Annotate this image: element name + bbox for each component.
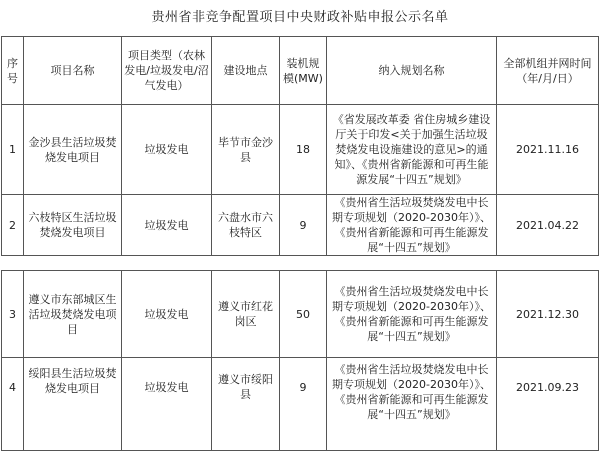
- cell-capacity: 18: [280, 105, 327, 195]
- header-type: 项目类型（农林发电/垃圾发电/沼气发电）: [122, 37, 212, 105]
- cell-capacity: 50: [280, 271, 327, 358]
- cell-location: 毕节市金沙县: [212, 105, 280, 195]
- document-title: 贵州省非竞争配置项目中央财政补贴申报公示名单: [151, 10, 449, 25]
- cell-index: 1: [2, 105, 24, 195]
- cell-index: 2: [2, 195, 24, 256]
- cell-plan: 《省发展改革委 省住房城乡建设厅关于印发<关于加强生活垃圾焚烧发电设施建设的意见>的通知》、《贵州省新能源和可再生能源发展“十四五”规划》: [327, 105, 497, 195]
- cell-capacity: 9: [280, 195, 327, 256]
- table-row: [2, 105, 599, 195]
- header-capacity: 装机规模(MW): [280, 37, 327, 105]
- gap-cell: [2, 256, 599, 271]
- cell-date: 2021.09.23: [497, 358, 599, 451]
- cell-type: 垃圾发电: [122, 271, 212, 358]
- cell-name: 金沙县生活垃圾焚烧发电项目: [24, 105, 122, 195]
- header-name: 项目名称: [24, 37, 122, 105]
- cell-index: 3: [2, 271, 24, 358]
- cell-name: 绥阳县生活垃圾焚烧发电项目: [24, 358, 122, 451]
- row-divider-gap: [2, 256, 599, 271]
- cell-location: 遵义市红花岗区: [212, 271, 280, 358]
- cell-name: 遵义市东部城区生活垃圾焚烧发电项目: [24, 271, 122, 358]
- cell-plan: 《贵州省生活垃圾焚烧发电中长期专项规划（2020-2030年）》、《贵州省新能源和可再生能源发展“十四五”规划》: [327, 358, 497, 451]
- cell-capacity: 9: [280, 358, 327, 451]
- cell-location: 遵义市绥阳县: [212, 358, 280, 451]
- cell-plan: 《贵州省生活垃圾焚烧发电中长期专项规划（2020-2030年）》、《贵州省新能源和可再生能源发展“十四五”规划》: [327, 195, 497, 256]
- cell-date: 2021.12.30: [497, 271, 599, 358]
- cell-type: 垃圾发电: [122, 195, 212, 256]
- header-date: 全部机组并网时间（年/月/日）: [497, 37, 599, 105]
- header-index: 序号: [2, 37, 24, 105]
- cell-name: 六枝特区生活垃圾焚烧发电项目: [24, 195, 122, 256]
- cell-date: 2021.11.16: [497, 105, 599, 195]
- header-location: 建设地点: [212, 37, 280, 105]
- cell-type: 垃圾发电: [122, 105, 212, 195]
- cell-index: 4: [2, 358, 24, 451]
- table-row: [2, 358, 599, 451]
- cell-date: 2021.04.22: [497, 195, 599, 256]
- table-header-row: [2, 37, 599, 105]
- table-row: [2, 195, 599, 256]
- cell-location: 六盘水市六枝特区: [212, 195, 280, 256]
- project-table: [1, 36, 599, 451]
- cell-type: 垃圾发电: [122, 358, 212, 451]
- table-row: [2, 271, 599, 358]
- cell-plan: 《贵州省生活垃圾焚烧发电中长期专项规划（2020-2030年）》、《贵州省新能源和可再生能源发展“十四五”规划》: [327, 271, 497, 358]
- header-plan: 纳入规划名称: [327, 37, 497, 105]
